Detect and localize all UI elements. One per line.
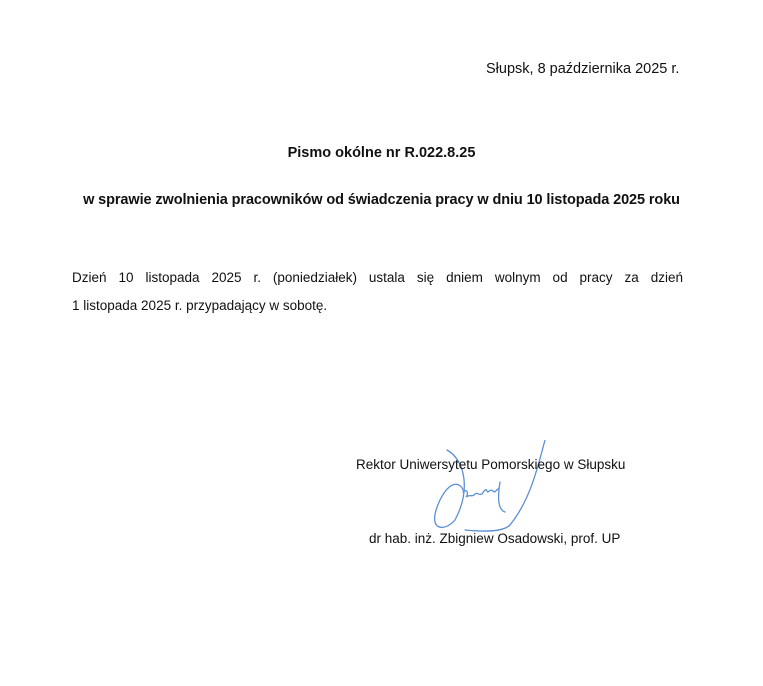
body-text-line-1: Dzień 10 listopada 2025 r. (poniedziałek) ustala się dniem wolnym od pracy za dzień [72, 270, 683, 285]
document-title: Pismo okólne nr R.022.8.25 [287, 145, 476, 161]
document-subject: w sprawie zwolnienia pracowników od świadczenia pracy w dniu 10 listopada 2025 roku [83, 192, 680, 208]
handwritten-signature-icon [405, 440, 555, 535]
signatory-position: Rektor Uniwersytetu Pomorskiego w Słupsku [356, 457, 626, 472]
signatory-name: dr hab. inż. Zbigniew Osadowski, prof. UP [369, 531, 621, 546]
body-text-line-2: 1 listopada 2025 r. przypadający w sobotę. [72, 298, 328, 313]
place-date: Słupsk, 8 października 2025 r. [486, 61, 680, 77]
